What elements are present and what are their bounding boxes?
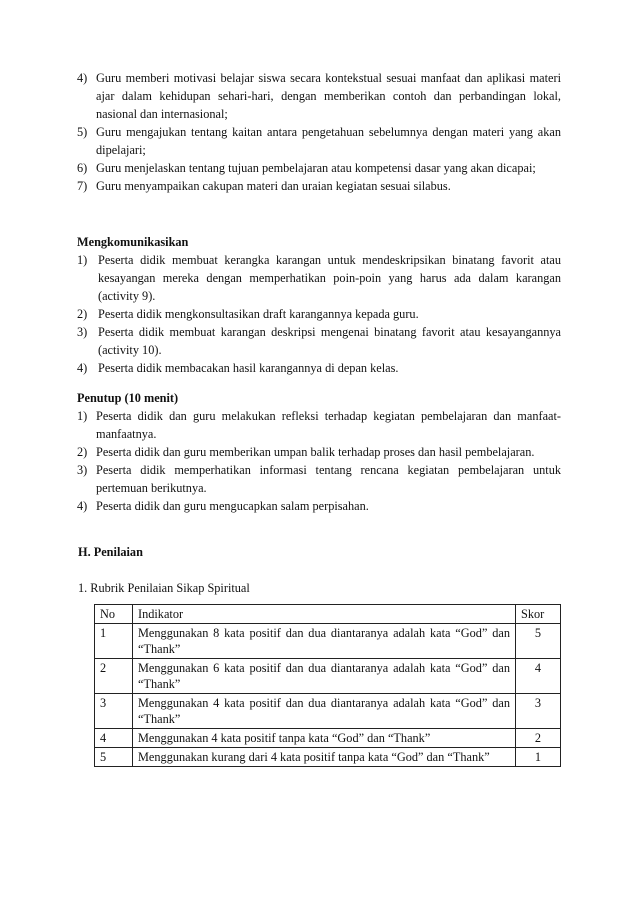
mengkomunikasikan-section	[77, 233, 561, 377]
header-skor: Skor	[516, 605, 561, 624]
cell-indikator: Menggunakan kurang dari 4 kata positif tanpa kata “God” dan “Thank”	[133, 748, 516, 767]
list-item	[77, 251, 561, 305]
item-number: 4)	[77, 71, 88, 85]
cell-skor: 4	[516, 659, 561, 694]
list-item	[77, 305, 561, 323]
cell-skor: 3	[516, 694, 561, 729]
list-item	[77, 407, 561, 443]
table-row	[95, 624, 561, 659]
item-text: Peserta didik dan guru mengucapkan salam perpisahan.	[96, 499, 369, 513]
item-text: Peserta didik membuat karangan deskripsi mengenai binatang favorit atau kesayangannya (activity 10).	[98, 325, 561, 357]
item-text: Peserta didik membacakan hasil karangannya di depan kelas.	[98, 361, 399, 375]
item-number: 4)	[77, 499, 88, 513]
cell-no: 4	[95, 729, 133, 748]
cell-skor: 5	[516, 624, 561, 659]
cell-indikator: Menggunakan 6 kata positif dan dua diantaranya adalah kata “God” dan “Thank”	[133, 659, 516, 694]
mengkomunikasikan-heading: Mengkomunikasikan	[77, 235, 189, 249]
item-text: Guru memberi motivasi belajar siswa secara kontekstual sesuai manfaat dan aplikasi materi ajar dalam kehidupan sehari-hari, dengan memberikan contoh dan perbandingan lokal, nasional dan internasional;	[96, 71, 561, 121]
item-number: 5)	[77, 125, 88, 139]
list-item	[77, 177, 561, 195]
item-text: Peserta didik dan guru melakukan refleksi terhadap kegiatan pembelajaran dan manfaat-manfaatnya.	[96, 409, 561, 441]
table-row	[95, 729, 561, 748]
item-number: 3)	[77, 463, 88, 477]
item-text: Guru menjelaskan tentang tujuan pembelajaran atau kompetensi dasar yang akan dicapai;	[96, 161, 536, 175]
item-number: 1)	[77, 409, 88, 423]
list-item	[77, 359, 561, 377]
cell-skor: 2	[516, 729, 561, 748]
cell-indikator: Menggunakan 4 kata positif dan dua diantaranya adalah kata “God” dan “Thank”	[133, 694, 516, 729]
item-number: 4)	[77, 361, 88, 375]
list-item	[77, 69, 561, 123]
list-item	[77, 497, 561, 515]
cell-no: 1	[95, 624, 133, 659]
core-activity-list	[77, 69, 561, 195]
item-number: 1)	[77, 253, 88, 267]
cell-no: 5	[95, 748, 133, 767]
list-item	[77, 159, 561, 177]
item-text: Guru menyampaikan cakupan materi dan uraian kegiatan sesuai silabus.	[96, 179, 451, 193]
item-text: Peserta didik dan guru memberikan umpan balik terhadap proses dan hasil pembelajaran.	[96, 445, 535, 459]
penutup-section	[77, 389, 561, 515]
table-header-row	[95, 605, 561, 624]
item-number: 2)	[77, 445, 88, 459]
item-text: Peserta didik membuat kerangka karangan untuk mendeskripsikan binatang favorit atau kesayangan mereka dengan memperhatikan poin-poin yang harus ada dalam karangan (activity 9).	[98, 253, 561, 303]
table-row	[95, 694, 561, 729]
cell-no: 2	[95, 659, 133, 694]
list-item	[77, 461, 561, 497]
table-row	[95, 748, 561, 767]
header-indikator: Indikator	[133, 605, 516, 624]
header-no: No	[95, 605, 133, 624]
rubric-table	[94, 604, 561, 767]
list-item	[77, 323, 561, 359]
item-number: 3)	[77, 325, 88, 339]
item-text: Peserta didik mengkonsultasikan draft karangannya kepada guru.	[98, 307, 419, 321]
item-text: Peserta didik memperhatikan informasi tentang rencana kegiatan pembelajaran untuk pertemuan berikutnya.	[96, 463, 561, 495]
item-number: 7)	[77, 179, 88, 193]
rubric-title: 1. Rubrik Penilaian Sikap Spiritual	[78, 581, 250, 595]
list-item	[77, 123, 561, 159]
list-item	[77, 443, 561, 461]
item-number: 2)	[77, 307, 88, 321]
cell-no: 3	[95, 694, 133, 729]
cell-indikator: Menggunakan 8 kata positif dan dua diantaranya adalah kata “God” dan “Thank”	[133, 624, 516, 659]
cell-skor: 1	[516, 748, 561, 767]
section-heading-penilaian: H. Penilaian	[78, 545, 143, 559]
table-row	[95, 659, 561, 694]
item-number: 6)	[77, 161, 88, 175]
item-text: Guru mengajukan tentang kaitan antara pengetahuan sebelumnya dengan materi yang akan dipelajari;	[96, 125, 561, 157]
cell-indikator: Menggunakan 4 kata positif tanpa kata “God” dan “Thank”	[133, 729, 516, 748]
penutup-heading: Penutup (10 menit)	[77, 391, 179, 405]
